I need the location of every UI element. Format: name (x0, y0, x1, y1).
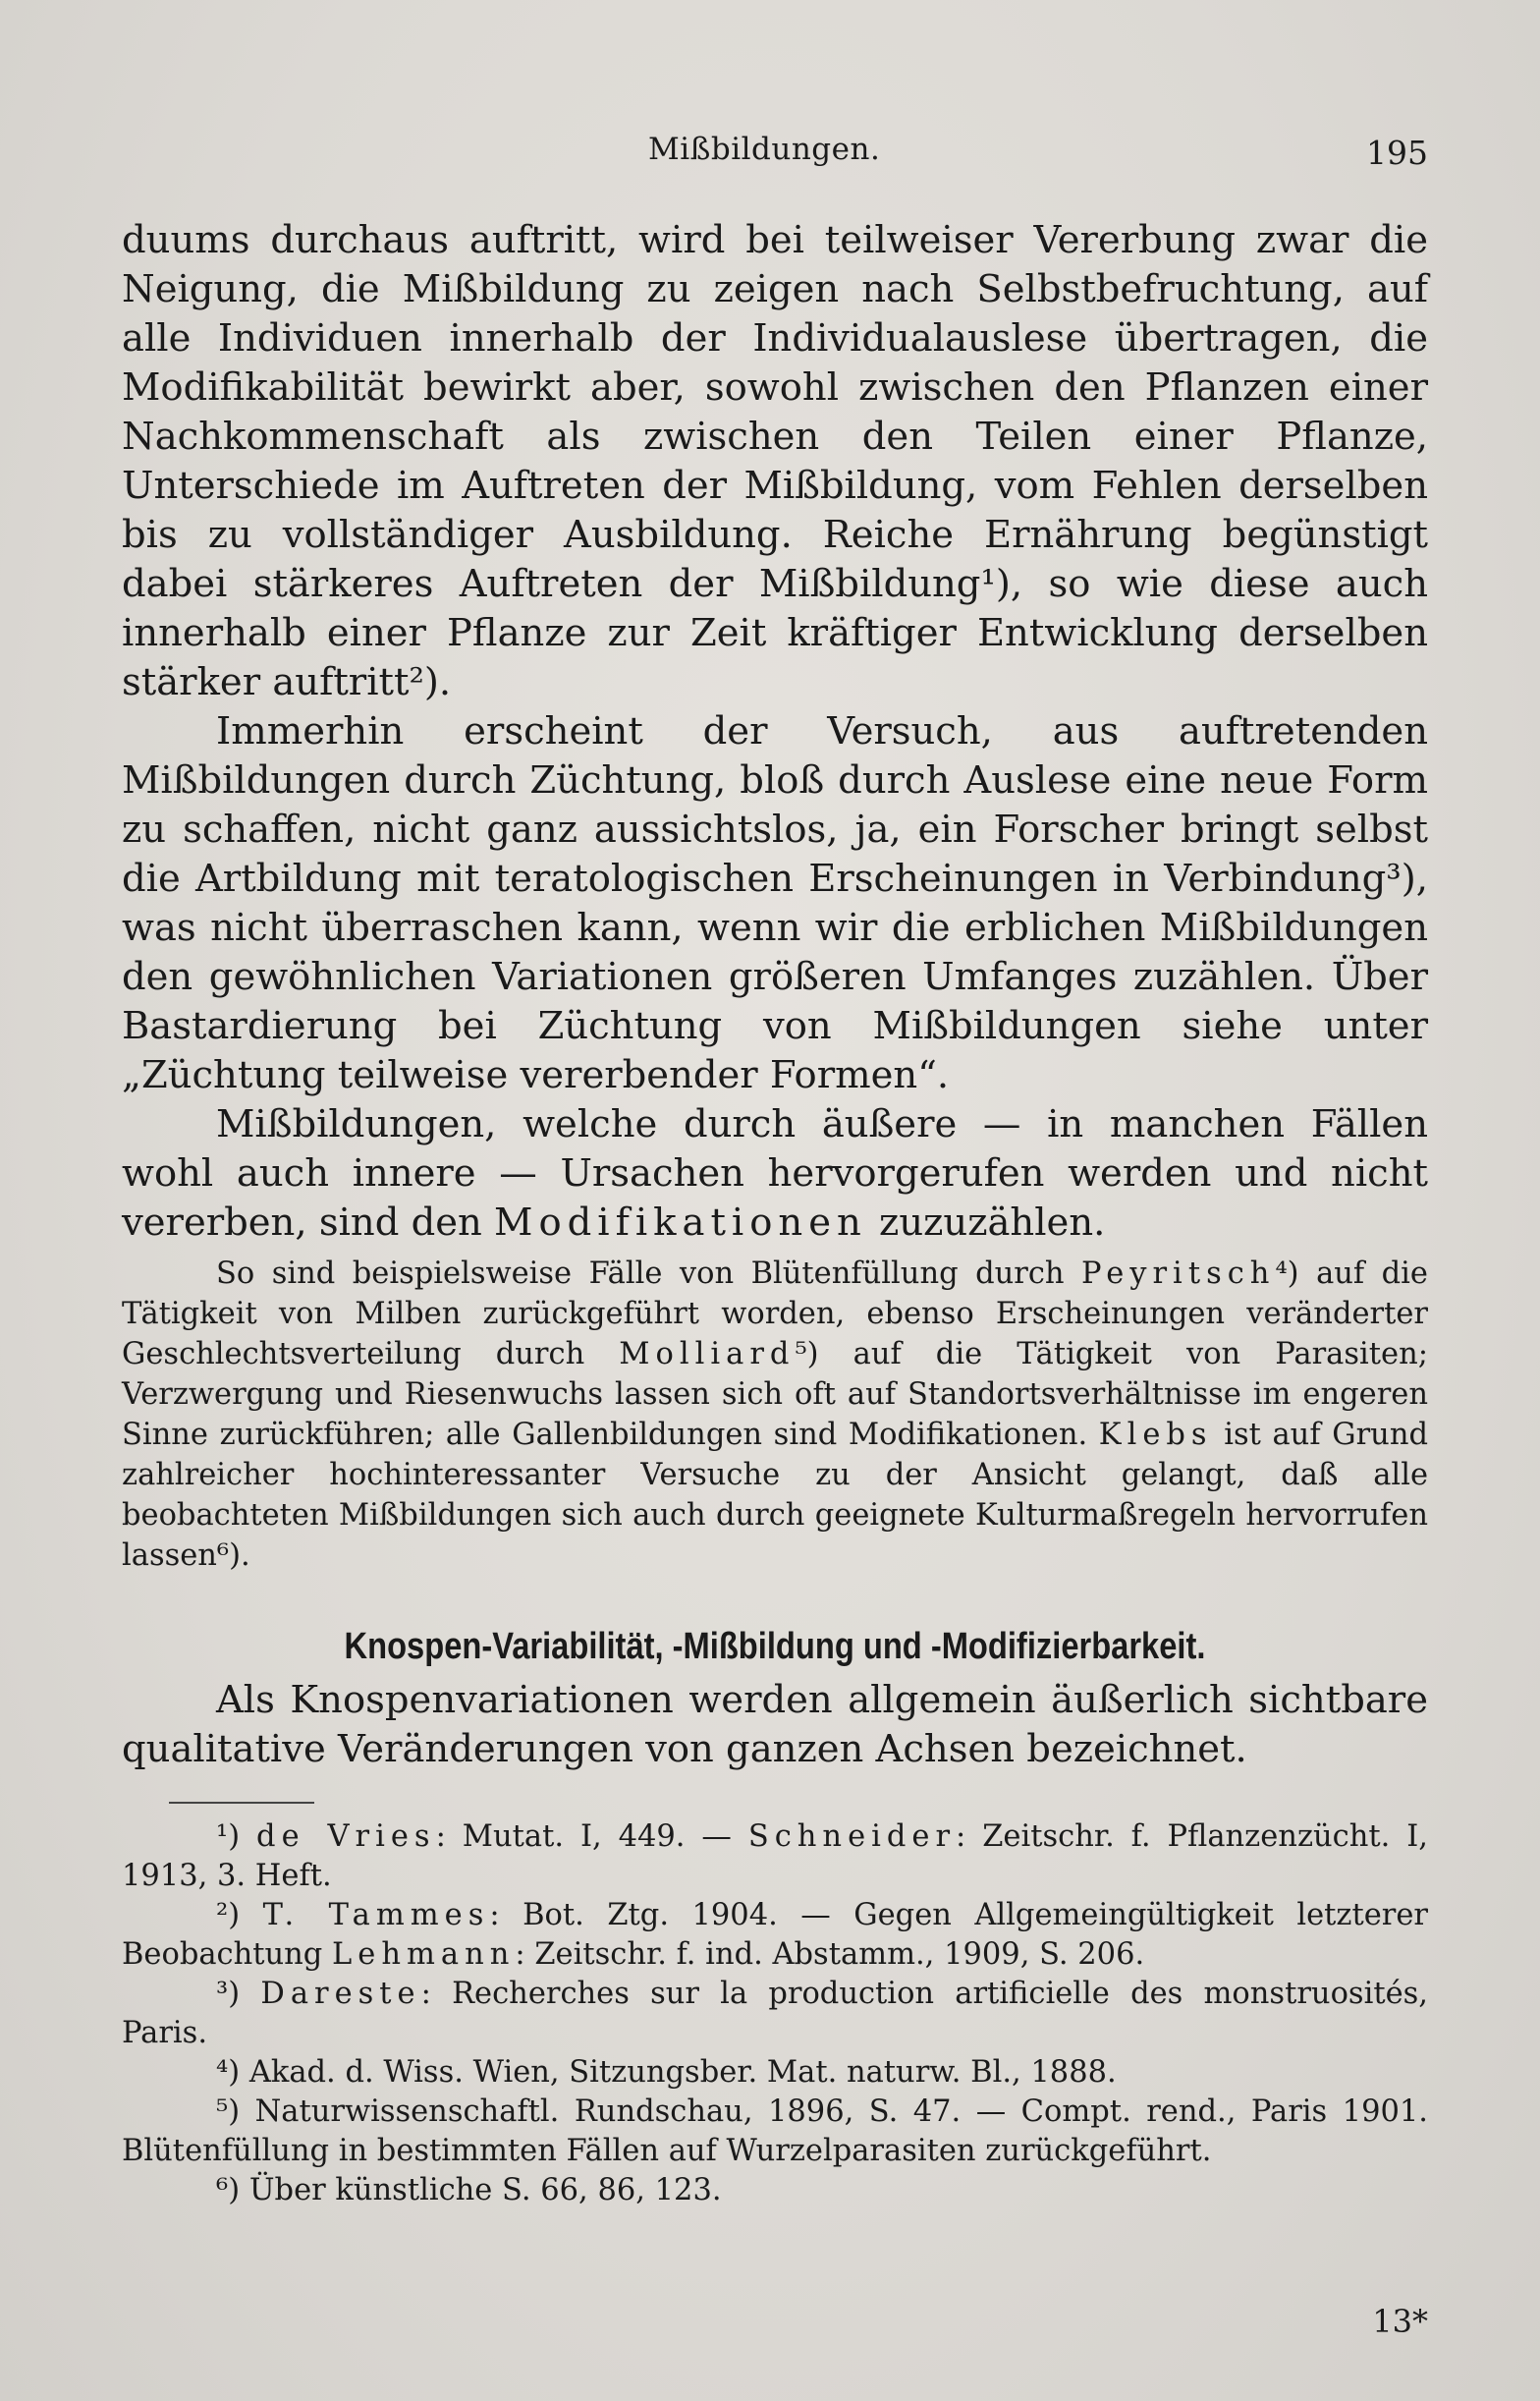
author-name: Schneider (747, 1819, 957, 1854)
text-run: Naturwissenschaftl. Rundschau, 1896, S. 47. — Compt. rend., Paris 1901. Blütenfüllung in bestimmten Fällen auf Wurzelparasiten zurückgeführt. (122, 2094, 1428, 2168)
footnotes (122, 1817, 1428, 2210)
footnote-marker: ⁵) (216, 2094, 241, 2129)
footnote-separator (169, 1802, 314, 1804)
text-run: auf die Tätigkeit von Parasiten; Verzwergung und Riesenwuchs lassen sich oft auf Standortsverhältnisse im engeren Sinne zurückführen; alle Gallenbildungen sind Modifikationen. (122, 1337, 1428, 1452)
text-run: Mißbildungen, welche durch äußere — in manchen Fällen wohl auch innere — Ursachen hervorgerufen werden und nicht vererben, sind den (122, 1102, 1428, 1245)
footnote-1 (122, 1817, 1428, 1896)
author-name: Klebs (1098, 1418, 1213, 1452)
text-run: : Recherches sur la production artificielle des monstruosités, Paris. (122, 1977, 1428, 2050)
footnote-3 (122, 1975, 1428, 2053)
text-run: : Bot. Ztg. 1904. — Gegen Allgemeingültigkeit letzterer Beobachtung (122, 1898, 1428, 1972)
text-run: : Zeitschr. f. ind. Abstamm., 1909, S. 206. (515, 1937, 1145, 1972)
text-run: ist auf Grund zahlreicher hochinteressanter Versuche zu der Ansicht gelangt, daß alle beobachteten Mißbildungen sich auch durch geeignete Kulturmaßregeln hervorrufen lassen⁶). (122, 1418, 1428, 1573)
text-run: : Zeitschr. f. Pflanzenzücht. I, 1913, 3. Heft. (122, 1819, 1428, 1893)
paragraph-modifications (122, 1100, 1428, 1248)
footnote-marker: ¹) (216, 1819, 241, 1854)
author-name: T. Tammes (262, 1898, 490, 1932)
author-name: Molliard (619, 1337, 796, 1371)
section-heading: Knospen-Variabilität, -Mißbildung und -Modifizierbarkeit. (344, 1626, 1206, 1667)
signature-mark: 13* (1372, 2303, 1428, 2340)
footnote-ref: ⁵) (795, 1337, 819, 1371)
small-print-paragraph (122, 1254, 1428, 1576)
footnote-marker: ⁶) (216, 2173, 241, 2207)
footnote-4 (122, 2053, 1428, 2093)
paragraph-continuation: duums durchaus auftritt, wird bei teilweiser Vererbung zwar die Neigung, die Mißbildung zu zeigen nach Selbstbefruchtung, auf alle Individuen innerhalb der Individualauslese übertragen, die Modifikabilität bewirkt aber, sowohl zwischen den Pflanzen einer Nachkommenschaft als zwischen den Teilen einer Pflanze, Unterschiede im Auftreten der Mißbildung, vom Fehlen derselben bis zu vollständiger Ausbildung. Reiche Ernährung begünstigt dabei stärkeres Auftreten der Mißbildung¹), so wie diese auch innerhalb einer Pflanze zur Zeit kräftiger Entwicklung derselben stärker auftritt²). (122, 218, 1428, 704)
footnote-2 (122, 1896, 1428, 1975)
paragraph-bud-variations: Als Knospenvariationen werden allgemein äußerlich sichtbare qualitative Veränderungen von ganzen Achsen bezeichnet. (122, 1678, 1428, 1771)
text-run: zuzuzählen. (866, 1200, 1106, 1245)
page-number: 195 (1366, 134, 1428, 172)
page-header (122, 126, 1428, 175)
page-body (122, 216, 1428, 2210)
footnote-6 (122, 2171, 1428, 2210)
footnote-marker: ³) (216, 1977, 241, 2011)
text-run: So sind beispielsweise Fälle von Blütenfüllung durch (216, 1256, 1082, 1291)
footnote-5 (122, 2093, 1428, 2171)
running-title: Mißbildungen. (648, 132, 881, 167)
text-run: Über künstliche S. 66, 86, 123. (248, 2173, 722, 2207)
paragraph-breeding: Immerhin erscheint der Versuch, aus auftretenden Mißbildungen durch Züchtung, bloß durch Auslese eine neue Form zu schaffen, nicht ganz aussichtslos, ja, ein Forscher bringt selbst die Artbildung mit teratologischen Erscheinungen in Verbindung³), was nicht überraschen kann, wenn wir die erblichen Mißbildungen den gewöhnlichen Variationen größeren Umfanges zuzählen. Über Bastardierung bei Züchtung von Mißbildungen siehe unter „Züchtung teilweise vererbender Formen“. (122, 709, 1428, 1097)
author-name: Dareste (260, 1977, 421, 2011)
text-run: auf die Tätigkeit von Milben zurückgeführt worden, ebenso Erscheinungen veränderter Geschlechtsverteilung durch (122, 1256, 1428, 1371)
author-name: Lehmann (332, 1937, 516, 1972)
footnote-marker: ⁴) (216, 2055, 241, 2090)
footnote-ref: ⁴) (1275, 1256, 1299, 1291)
author-name: de Vries (256, 1819, 436, 1854)
spaced-term: Modifikationen (494, 1200, 867, 1245)
text-run: Akad. d. Wiss. Wien, Sitzungsber. Mat. naturw. Bl., 1888. (248, 2055, 1117, 2090)
author-name: Peyritsch (1081, 1256, 1276, 1291)
footnote-marker: ²) (216, 1898, 241, 1932)
text-run: : Mutat. I, 449. — (435, 1819, 748, 1854)
